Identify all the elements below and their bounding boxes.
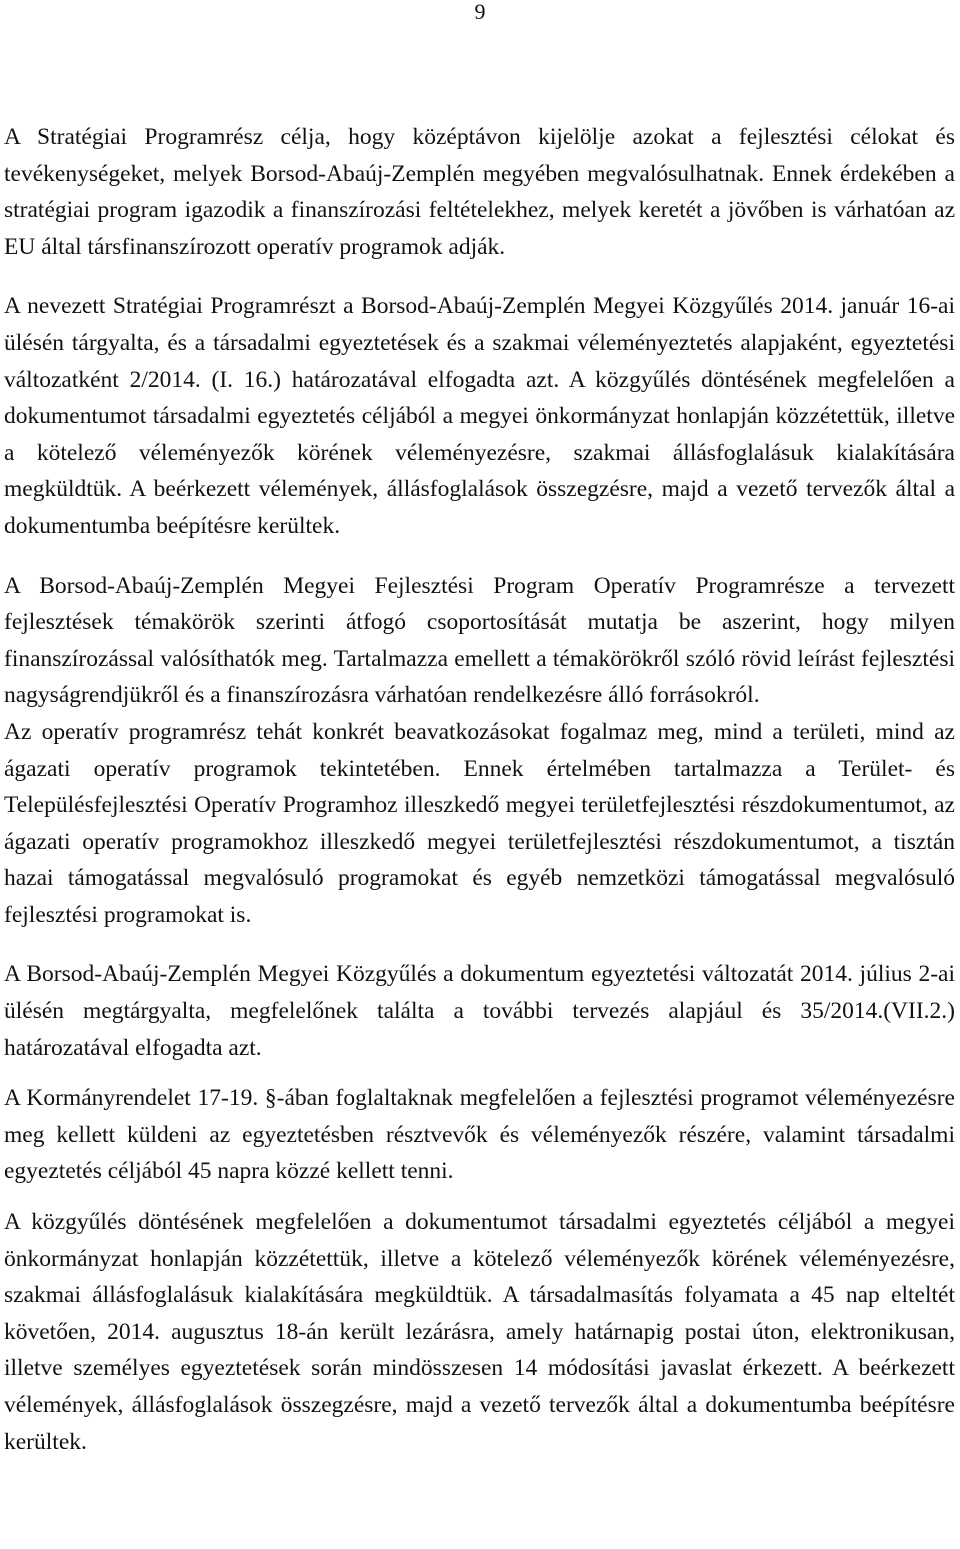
paragraph-operative-part: A Borsod-Abaúj-Zemplén Megyei Fejlesztési Program Operatív Programrésze a tervezett fejlesztések témakörök szerinti átfogó csoportosítását mutatja be aszerint, hogy milyen finanszírozással valósíthatók meg. Tartalmazza emellett a témakörökről szóló rövid leírást fejlesztési nagyságrendjükről és a finanszírozásra várhatóan rendelkezésre álló forrásokról. <box>4 572 955 709</box>
document-body <box>4 119 955 1460</box>
paragraph-operative-interventions: Az operatív programrész tehát konkrét beavatkozásokat fogalmaz meg, mind a területi, mind az ágazati operatív programok tekintetében. Ennek értelmében tartalmazza a Terület- és Településfejlesztési Operatív Programhoz illeszkedő megyei területfejlesztési részdokumentumot, az ágazati operatív programokhoz illeszkedő megyei területfejlesztési részdokumentumot, a tisztán hazai támogatással megvalósuló programokat és egyéb nemzetközi támogatással megvalósuló fejlesztési programokat is. <box>4 718 955 928</box>
paragraph-assembly-approval: A Borsod-Abaúj-Zemplén Megyei Közgyűlés a dokumentum egyeztetési változatát 2014. július 2-ai ülésén megtárgyalta, megfelelőnek találta a további tervezés alapjául és 35/2014.(VII.2.) határozatával elfogadta azt. <box>4 961 955 1061</box>
paragraph-strategic-adoption: A nevezett Stratégiai Programrészt a Borsod-Abaúj-Zemplén Megyei Közgyűlés 2014. január 16-ai ülésén tárgyalta, és a társadalmi egyeztetések és a szakmai véleményeztetés alapjaként, egyeztetési változatként 2/2014. (I. 16.) határozatával elfogadta azt. A közgyűlés döntésének megfelelően a dokumentumot társadalmi egyeztetés céljából a megyei önkormányzat honlapján közzétettük, illetve a kötelező véleményezők körének véleményezésre, szakmai állásfoglalásuk kialakítására megküldtük. A beérkezett vélemények, állásfoglalások összegzésre, majd a vezető tervezők által a dokumentumba beépítésre kerültek. <box>4 293 955 539</box>
page-number: 9 <box>474 0 486 24</box>
paragraph-public-consultation: A közgyűlés döntésének megfelelően a dokumentumot társadalmi egyeztetés céljából a megyei önkormányzat honlapján közzétettük, illetve a kötelező véleményezők körének véleményezésre, szakmai állásfoglalásuk kialakítására megküldtük. A társadalmasítás folyamata a 45 nap elteltét követően, 2014. augusztus 18-án került lezárásra, amely határnapig postai úton, elektronikusan, illetve személyes egyeztetések során mindösszesen 14 módosítási javaslat érkezett. A beérkezett vélemények, állásfoglalások összegzésre, majd a vezető tervezők által a dokumentumba beépítésre kerültek. <box>4 1209 955 1455</box>
paragraph-government-decree: A Kormányrendelet 17-19. §-ában foglaltaknak megfelelően a fejlesztési programot véleményezésre meg kellett küldeni az egyeztetésben résztvevők és véleményezők részére, valamint társadalmi egyeztetés céljából 45 napra közzé kellett tenni. <box>4 1085 955 1185</box>
paragraph-strategic-goal: A Stratégiai Programrész célja, hogy középtávon kijelölje azokat a fejlesztési célokat és tevékenységeket, melyek Borsod-Abaúj-Zemplén megyében megvalósulhatnak. Ennek érdekében a stratégiai program igazodik a finanszírozási feltételekhez, melyek keretét a jövőben is várhatóan az EU által társfinanszírozott operatív programok adják. <box>4 124 955 260</box>
